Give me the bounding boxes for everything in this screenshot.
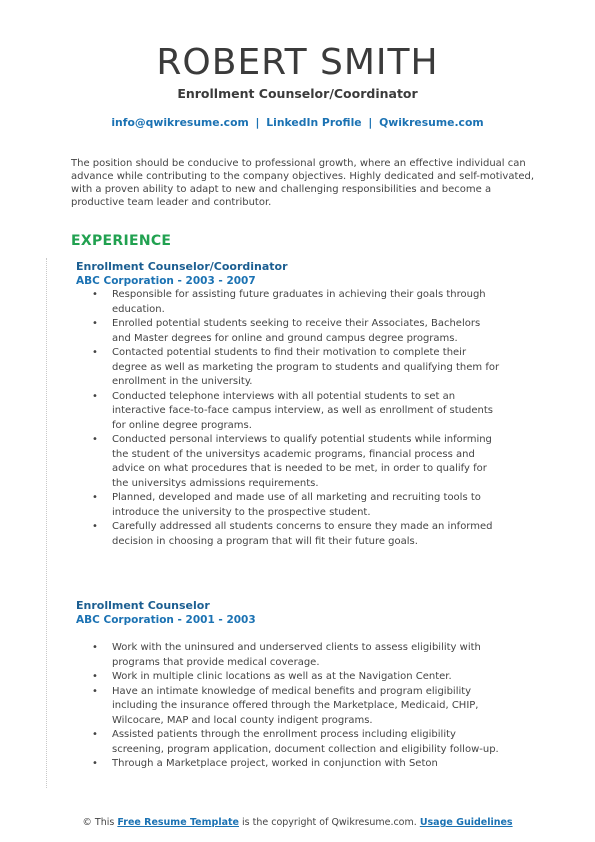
job-entry [76, 599, 506, 772]
job-entry [76, 260, 506, 549]
job-bullet: • Work in multiple clinic locations as well as at the Navigation Center. [112, 670, 500, 685]
job-bullet: • Conducted telephone interviews with all potential students to set an interactive face-to-face campus interview, as well as enrollment of students for online degree programs. [112, 390, 500, 434]
job-bullet: • Work with the uninsured and underserved clients to assess eligibility with programs that provide medical coverage. [112, 641, 500, 670]
job-bullet: • Contacted potential students to find their motivation to complete their degree as well as marketing the program to students and qualifying them for enrollment in the university. [112, 346, 500, 390]
free-resume-template-link[interactable]: Free Resume Template [117, 817, 239, 828]
candidate-name: ROBERT SMITH [156, 42, 439, 83]
website-link[interactable]: Qwikresume.com [379, 116, 484, 129]
email-link[interactable]: info@qwikresume.com [111, 116, 249, 129]
contact-separator: | [368, 116, 373, 129]
job-company: ABC Corporation - 2001 - 2003 [76, 614, 256, 626]
usage-guidelines-link[interactable]: Usage Guidelines [419, 817, 513, 828]
job-title: Enrollment Counselor/Coordinator [76, 260, 288, 273]
job-bullet: • Through a Marketplace project, worked in conjunction with Seton [112, 757, 500, 772]
footer-prefix: © This [82, 817, 115, 828]
job-company: ABC Corporation - 2003 - 2007 [76, 275, 256, 287]
contact-separator: | [255, 116, 260, 129]
job-bullet: • Assisted patients through the enrollment process including eligibility screening, program application, document collection and eligibility follow-up. [112, 728, 500, 757]
candidate-title: Enrollment Counselor/Coordinator [177, 86, 418, 101]
job-title: Enrollment Counselor [76, 599, 210, 612]
linkedin-link[interactable]: LinkedIn Profile [266, 116, 362, 129]
job-bullet: • Enrolled potential students seeking to receive their Associates, Bachelors and Master degrees for online and ground campus degree programs. [112, 317, 500, 346]
job-bullet: • Planned, developed and made use of all marketing and recruiting tools to introduce the university to the prospective student. [112, 491, 500, 520]
experience-heading: EXPERIENCE [71, 233, 172, 249]
footer-middle: is the copyright of Qwikresume.com. [242, 817, 417, 828]
job-bullet: • Have an intimate knowledge of medical benefits and program eligibility including the insurance offered through the Marketplace, Medicaid, CHIP, Wilcocare, MAP and local county indigent programs. [112, 685, 500, 729]
summary-text: The position should be conducive to professional growth, where an effective individual can advance while contributing to the company objectives. Highly dedicated and self-motivated, with a proven ability to adapt to new and challenging responsibilities and become a productive team leader and contributor. [71, 158, 535, 208]
footer [0, 817, 595, 828]
timeline-line [46, 258, 47, 788]
job-bullet-list [112, 288, 500, 549]
contact-line [0, 116, 595, 129]
job-bullet: • Responsible for assisting future graduates in achieving their goals through education. [112, 288, 500, 317]
job-bullet-list [112, 641, 500, 772]
job-bullet: • Conducted personal interviews to qualify potential students while informing the student of the universitys academic programs, financial process and advice on what procedures that is needed to be met, in order to qualify for the universitys admissions requirements. [112, 433, 500, 491]
job-bullet: • Carefully addressed all students concerns to ensure they made an informed decision in choosing a program that will fit their future goals. [112, 520, 500, 549]
